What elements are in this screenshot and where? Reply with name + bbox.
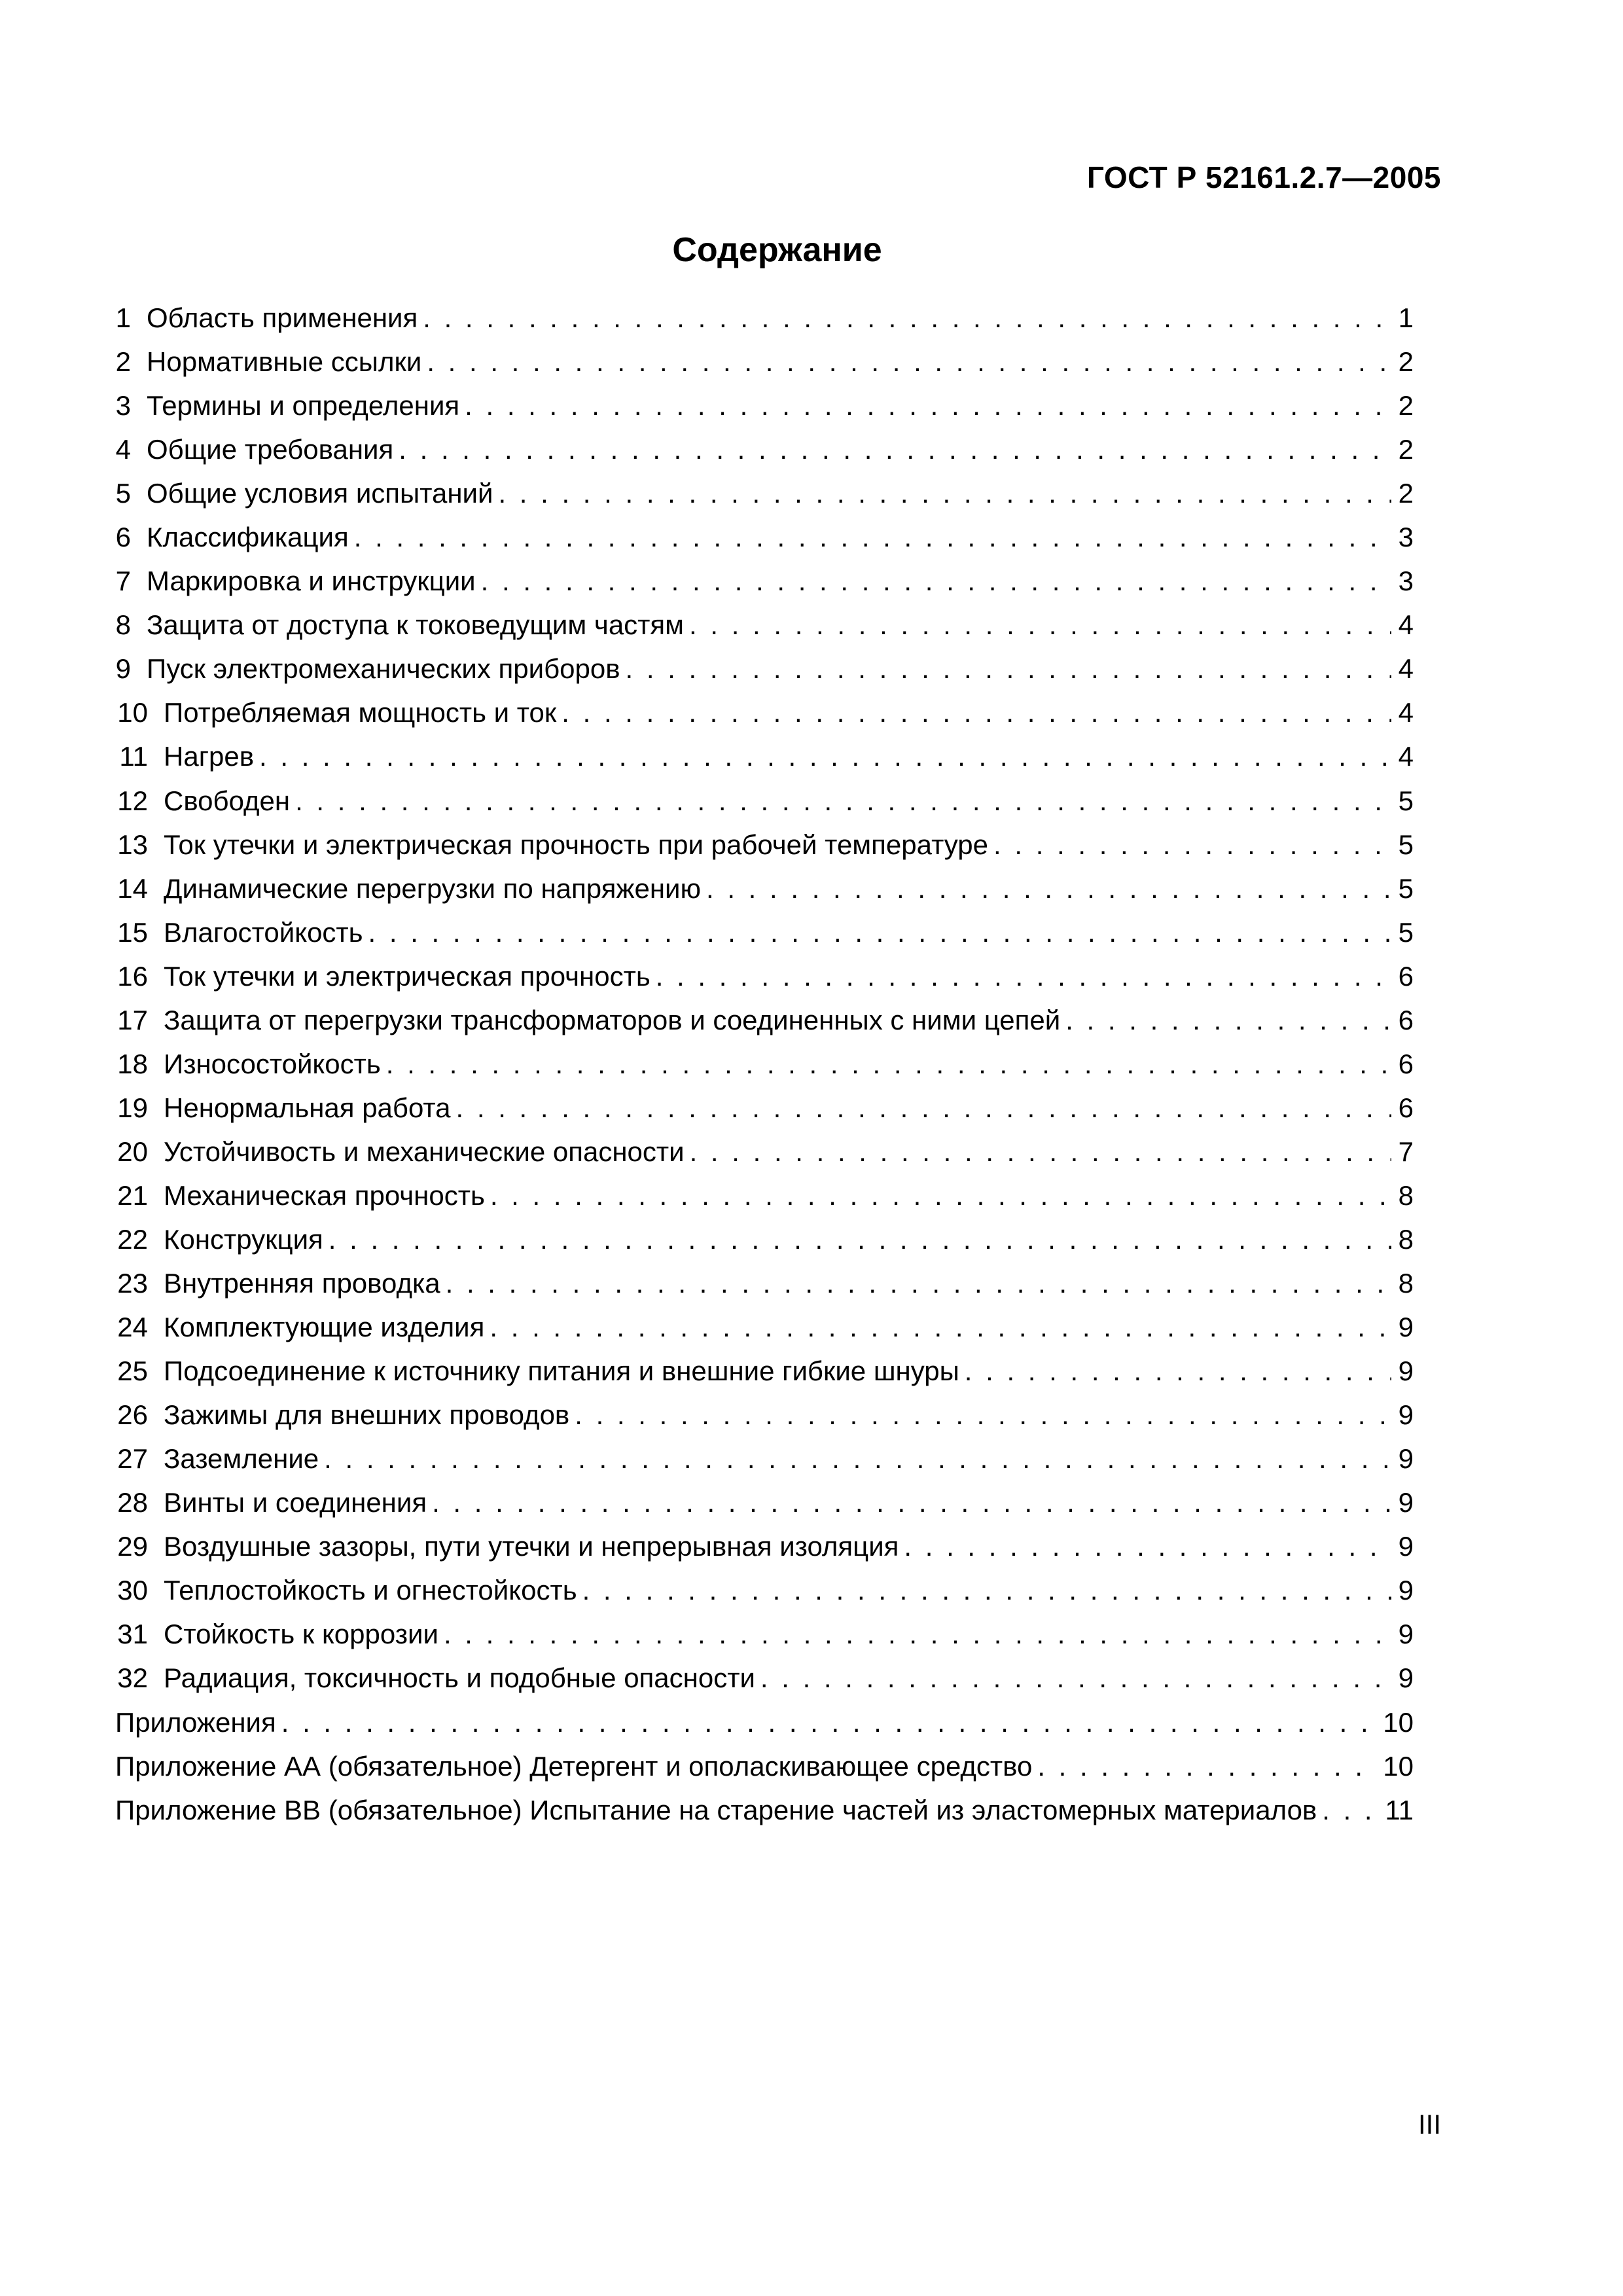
toc-entry-title: Защита от доступа к токоведущим частям: [147, 609, 685, 641]
toc-entry: [115, 734, 1414, 778]
toc-entry: [115, 1086, 1414, 1130]
toc-entry-page: 6: [1398, 1004, 1414, 1035]
toc-entry-title: Маркировка и инструкции: [147, 565, 476, 597]
toc-entry-page: 5: [1398, 829, 1414, 860]
toc-entry-page: 5: [1398, 916, 1414, 948]
toc-dot-leader: [354, 515, 1391, 559]
toc-entry-number: 18: [117, 1048, 148, 1079]
toc-dot-leader: [498, 471, 1391, 515]
toc-dot-leader: [465, 384, 1391, 427]
toc-entry-number: 12: [117, 785, 148, 816]
toc-entry-title: Заземление: [164, 1443, 319, 1475]
toc-entry-number: 5: [115, 478, 131, 509]
toc-dot-leader: [1037, 1744, 1378, 1788]
toc-entry-page: 9: [1398, 1399, 1414, 1431]
toc-entry-title: Нагрев: [164, 741, 255, 772]
toc-entry-number: 13: [117, 829, 148, 860]
toc-entry: [115, 1349, 1414, 1393]
toc-dot-leader: [626, 647, 1391, 691]
toc-dot-leader: [295, 779, 1391, 823]
toc-entry-page: 10: [1383, 1706, 1414, 1738]
toc-entry-page: 4: [1398, 697, 1414, 728]
toc-entry: [115, 1788, 1414, 1832]
toc-dot-leader: [562, 691, 1391, 734]
toc-entry-number: 25: [117, 1355, 148, 1387]
toc-entry-page: 6: [1398, 960, 1414, 992]
toc-dot-leader: [965, 1349, 1391, 1393]
toc-entry-title: Воздушные зазоры, пути утечки и непрерывная изоляция: [164, 1531, 899, 1562]
toc-entry-number: 28: [117, 1487, 148, 1518]
toc-entry-title: Общие требования: [147, 434, 394, 465]
toc-dot-leader: [259, 734, 1391, 778]
toc-entry-title: Приложения: [115, 1706, 276, 1738]
toc-dot-leader: [427, 340, 1391, 384]
toc-entry-page: 4: [1398, 609, 1414, 641]
toc-dot-leader: [582, 1568, 1391, 1612]
toc-entry-page: 8: [1398, 1268, 1414, 1299]
toc-entry-page: 5: [1398, 785, 1414, 816]
toc-dot-leader: [1322, 1788, 1380, 1832]
toc-entry: [115, 1656, 1414, 1700]
toc-entry: [115, 691, 1414, 734]
toc-entry-number: 7: [115, 565, 131, 597]
toc-entry: [115, 823, 1414, 867]
toc-entry-number: 31: [117, 1619, 148, 1650]
toc-entry-title: Внутренняя проводка: [164, 1268, 440, 1299]
toc-entry-title: Защита от перегрузки трансформаторов и соединенных с ними цепей: [164, 1004, 1061, 1035]
toc-dot-leader: [386, 1042, 1391, 1086]
toc-entry-title: Классификация: [147, 522, 349, 553]
toc-entry-page: 8: [1398, 1223, 1414, 1255]
toc-dot-leader: [324, 1437, 1391, 1480]
toc-entry-title: Устойчивость и механические опасности: [164, 1136, 685, 1167]
toc-entry-title: Потребляемая мощность и ток: [164, 697, 557, 728]
toc-entry-title: Свободен: [164, 785, 291, 816]
toc-dot-leader: [444, 1612, 1391, 1656]
toc-entry: [115, 779, 1414, 823]
toc-entry-title: Приложение ВВ (обязательное) Испытание на старение частей из эластомерных материалов: [115, 1794, 1317, 1825]
toc-entry-page: 2: [1398, 346, 1414, 378]
toc-entry: [115, 1261, 1414, 1305]
toc-entry-title: Приложение АА (обязательное) Детергент и ополаскивающее средство: [115, 1750, 1033, 1782]
toc-dot-leader: [1065, 998, 1391, 1042]
toc-dot-leader: [656, 954, 1391, 998]
toc-entry: [115, 1437, 1414, 1480]
toc-entry-page: 6: [1398, 1092, 1414, 1123]
toc-entry-page: 9: [1398, 1443, 1414, 1475]
toc-entry: [115, 1700, 1414, 1744]
toc-dot-leader: [490, 1305, 1391, 1349]
toc-dot-leader: [760, 1656, 1391, 1700]
toc-entry-number: 14: [117, 872, 148, 904]
toc-entry-page: 11: [1385, 1794, 1414, 1825]
toc-entry-title: Общие условия испытаний: [147, 478, 493, 509]
toc-entry-title: Конструкция: [164, 1223, 323, 1255]
toc-entry-title: Подсоединение к источнику питания и внешние гибкие шнуры: [164, 1355, 959, 1387]
toc-entry-title: Область применения: [147, 302, 418, 333]
toc-entry-number: 20: [117, 1136, 148, 1167]
toc-entry: [115, 1568, 1414, 1612]
document-code: ГОСТ Р 52161.2.7—2005: [1086, 160, 1441, 194]
toc-entry-page: 9: [1398, 1619, 1414, 1650]
toc-entry-title: Влагостойкость: [164, 916, 363, 948]
toc-dot-leader: [706, 867, 1391, 910]
toc-entry-title: Механическая прочность: [164, 1179, 485, 1211]
toc-dot-leader: [281, 1700, 1378, 1744]
toc-entry: [115, 1393, 1414, 1437]
toc-entry: [115, 1217, 1414, 1261]
toc-entry-number: 1: [115, 302, 131, 333]
toc-entry-page: 7: [1398, 1136, 1414, 1167]
toc-entry-page: 9: [1398, 1662, 1414, 1694]
toc-entry-page: 4: [1398, 653, 1414, 685]
toc-dot-leader: [575, 1393, 1391, 1437]
toc-entry-number: 23: [117, 1268, 148, 1299]
toc-entry-number: 29: [117, 1531, 148, 1562]
toc-dot-leader: [904, 1524, 1391, 1568]
toc-entry: [115, 1305, 1414, 1349]
toc-entry-page: 1: [1398, 302, 1414, 333]
toc-dot-leader: [456, 1086, 1391, 1130]
toc-entry-number: 9: [115, 653, 131, 685]
toc-entry: [115, 427, 1414, 471]
toc-entry: [115, 1130, 1414, 1174]
toc-dot-leader: [432, 1480, 1391, 1524]
toc-entry-page: 2: [1398, 478, 1414, 509]
toc-dot-leader: [446, 1261, 1391, 1305]
toc-entry-title: Ток утечки и электрическая прочность при рабочей температуре: [164, 829, 989, 860]
toc-entry-number: 19: [117, 1092, 148, 1123]
toc-entry-title: Зажимы для внешних проводов: [164, 1399, 570, 1431]
toc-dot-leader: [690, 1130, 1391, 1174]
toc-dot-leader: [368, 910, 1391, 954]
toc-entry-page: 9: [1398, 1531, 1414, 1562]
toc-entry-number: 21: [117, 1179, 148, 1211]
toc-entry: [115, 340, 1414, 384]
toc-entry-page: 9: [1398, 1487, 1414, 1518]
toc-entry: [115, 954, 1414, 998]
toc-entry: [115, 1612, 1414, 1656]
toc-entry-page: 2: [1398, 390, 1414, 422]
toc-entry-page: 10: [1383, 1750, 1414, 1782]
toc-entry-number: 15: [117, 916, 148, 948]
toc-entry-number: 30: [117, 1575, 148, 1606]
toc-entry-number: 17: [117, 1004, 148, 1035]
toc-entry-number: 3: [115, 390, 131, 422]
toc-entry-number: 27: [117, 1443, 148, 1475]
page-number: III: [1418, 2109, 1441, 2140]
toc-entry-page: 2: [1398, 434, 1414, 465]
toc-entry: [115, 867, 1414, 910]
toc-dot-leader: [329, 1217, 1391, 1261]
toc-entry: [115, 998, 1414, 1042]
toc-entry-title: Ненормальная работа: [164, 1092, 451, 1123]
toc-entry-page: 5: [1398, 872, 1414, 904]
toc-dot-leader: [423, 296, 1391, 340]
toc-entry-number: 2: [115, 346, 131, 378]
toc-entry-page: 9: [1398, 1312, 1414, 1343]
toc-entry-number: 16: [117, 960, 148, 992]
toc-entry-page: 9: [1398, 1355, 1414, 1387]
toc-entry-title: Комплектующие изделия: [164, 1312, 485, 1343]
toc-entry-title: Нормативные ссылки: [147, 346, 422, 378]
toc-entry: [115, 471, 1414, 515]
toc-entry-title: Ток утечки и электрическая прочность: [164, 960, 651, 992]
toc-entry: [115, 384, 1414, 427]
toc-entry: [115, 1480, 1414, 1524]
toc-dot-leader: [399, 427, 1391, 471]
toc-entry: [115, 1174, 1414, 1217]
toc-entry: [115, 1744, 1414, 1788]
table-of-contents: [115, 296, 1414, 1832]
toc-entry: [115, 910, 1414, 954]
toc-entry-number: 11: [119, 741, 148, 772]
toc-entry-page: 8: [1398, 1179, 1414, 1211]
toc-title: Содержание: [672, 231, 882, 269]
toc-entry: [115, 647, 1414, 691]
toc-entry-title: Износостойкость: [164, 1048, 381, 1079]
toc-dot-leader: [993, 823, 1391, 867]
toc-entry-page: 9: [1398, 1575, 1414, 1606]
toc-entry-title: Пуск электромеханических приборов: [147, 653, 620, 685]
toc-entry: [115, 1524, 1414, 1568]
toc-entry-number: 32: [117, 1662, 148, 1694]
toc-entry: [115, 515, 1414, 559]
toc-entry-title: Теплостойкость и огнестойкость: [164, 1575, 577, 1606]
toc-dot-leader: [689, 603, 1391, 647]
toc-entry-number: 24: [117, 1312, 148, 1343]
toc-entry-page: 3: [1398, 565, 1414, 597]
toc-entry-number: 6: [115, 522, 131, 553]
toc-entry: [115, 559, 1414, 603]
toc-dot-leader: [481, 559, 1391, 603]
toc-entry-number: 10: [117, 697, 148, 728]
toc-entry-title: Термины и определения: [147, 390, 460, 422]
toc-entry-title: Динамические перегрузки по напряжению: [164, 872, 701, 904]
toc-entry-title: Винты и соединения: [164, 1487, 427, 1518]
toc-entry-number: 4: [115, 434, 131, 465]
toc-entry-page: 6: [1398, 1048, 1414, 1079]
toc-entry-number: 8: [115, 609, 131, 641]
toc-entry-title: Стойкость к коррозии: [164, 1619, 438, 1650]
toc-entry-number: 22: [117, 1223, 148, 1255]
toc-entry-title: Радиация, токсичность и подобные опасности: [164, 1662, 755, 1694]
toc-entry-number: 26: [117, 1399, 148, 1431]
toc-dot-leader: [490, 1174, 1391, 1217]
toc-entry: [115, 1042, 1414, 1086]
toc-entry: [115, 296, 1414, 340]
toc-entry-page: 3: [1398, 522, 1414, 553]
toc-entry-page: 4: [1398, 741, 1414, 772]
toc-entry: [115, 603, 1414, 647]
